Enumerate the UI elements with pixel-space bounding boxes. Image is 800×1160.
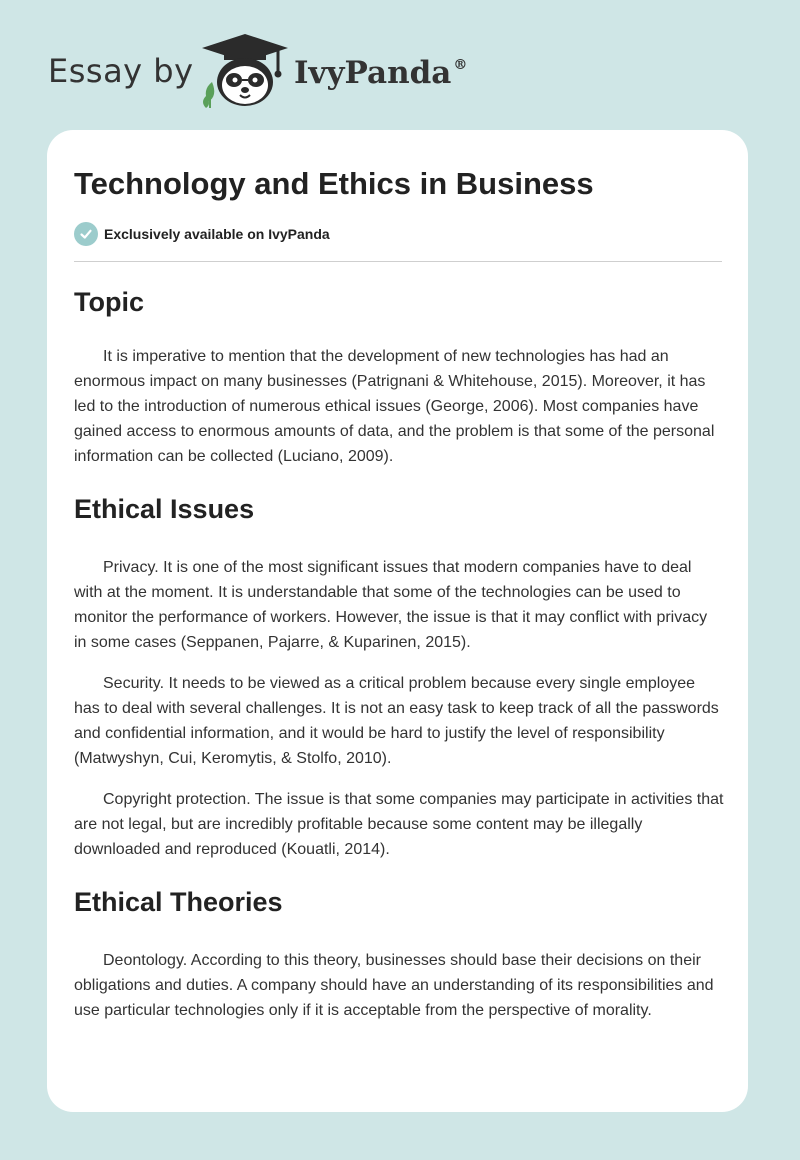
badge-label: Exclusively available on IvyPanda <box>104 226 330 242</box>
page-title: Technology and Ethics in Business <box>74 166 594 201</box>
paragraph: It is imperative to mention that the development of new technologies has had an enormous impact on many businesses (Patrignani & Whitehouse, 2015). Moreover, it has led to the introduction of numerous ethical issues (George, 2006). Most companies have gained access to enormous amounts of data, and the problem is that some of the personal information can be collected (Luciano, 2009). <box>74 348 715 465</box>
section-ethical-theories <box>74 880 724 1023</box>
paragraph: Security. It needs to be viewed as a critical problem because every single employee has to deal with several challenges. It is not an easy task to keep track of all the passwords and confidential information, and it would be hard to justify the level of responsibility (Matwyshyn, Cui, Keromytis, & Stolfo, 2010). <box>74 675 719 767</box>
paragraph: Privacy. It is one of the most significant issues that modern companies have to deal with at the moment. It is understandable that some of the technologies can be used to monitor the performance of workers. However, the issue is that it may conflict with privacy in some cases (Seppanen, Pajarre, & Kuparinen, 2015). <box>74 559 708 651</box>
section-ethical-issues <box>74 487 724 862</box>
essay-body <box>74 280 724 1023</box>
section-heading: Ethical Issues <box>74 494 255 524</box>
section-heading: Topic <box>74 287 144 317</box>
divider <box>74 261 722 262</box>
paragraph: Deontology. According to this theory, businesses should base their decisions on their obligations and duties. A company should have an understanding of its responsibilities and use particular technologies only if it is acceptable from the perspective of morality. <box>74 952 714 1019</box>
section-heading: Ethical Theories <box>74 887 283 917</box>
registered-mark: ® <box>453 57 468 73</box>
panda-logo-icon[interactable] <box>200 30 290 110</box>
check-icon <box>74 222 98 246</box>
essay-by-label: Essay by <box>48 52 194 90</box>
section-topic <box>74 280 724 469</box>
site-header <box>48 30 648 110</box>
exclusive-badge <box>74 222 330 246</box>
essay-card <box>47 130 748 1112</box>
brand-name-text: IvyPanda <box>294 55 452 91</box>
brand-name[interactable] <box>294 55 467 91</box>
paragraph: Copyright protection. The issue is that some companies may participate in activities that are not legal, but are incredibly profitable because some content may be illegally downloaded and reproduced (Kouatli, 2014). <box>74 791 724 858</box>
